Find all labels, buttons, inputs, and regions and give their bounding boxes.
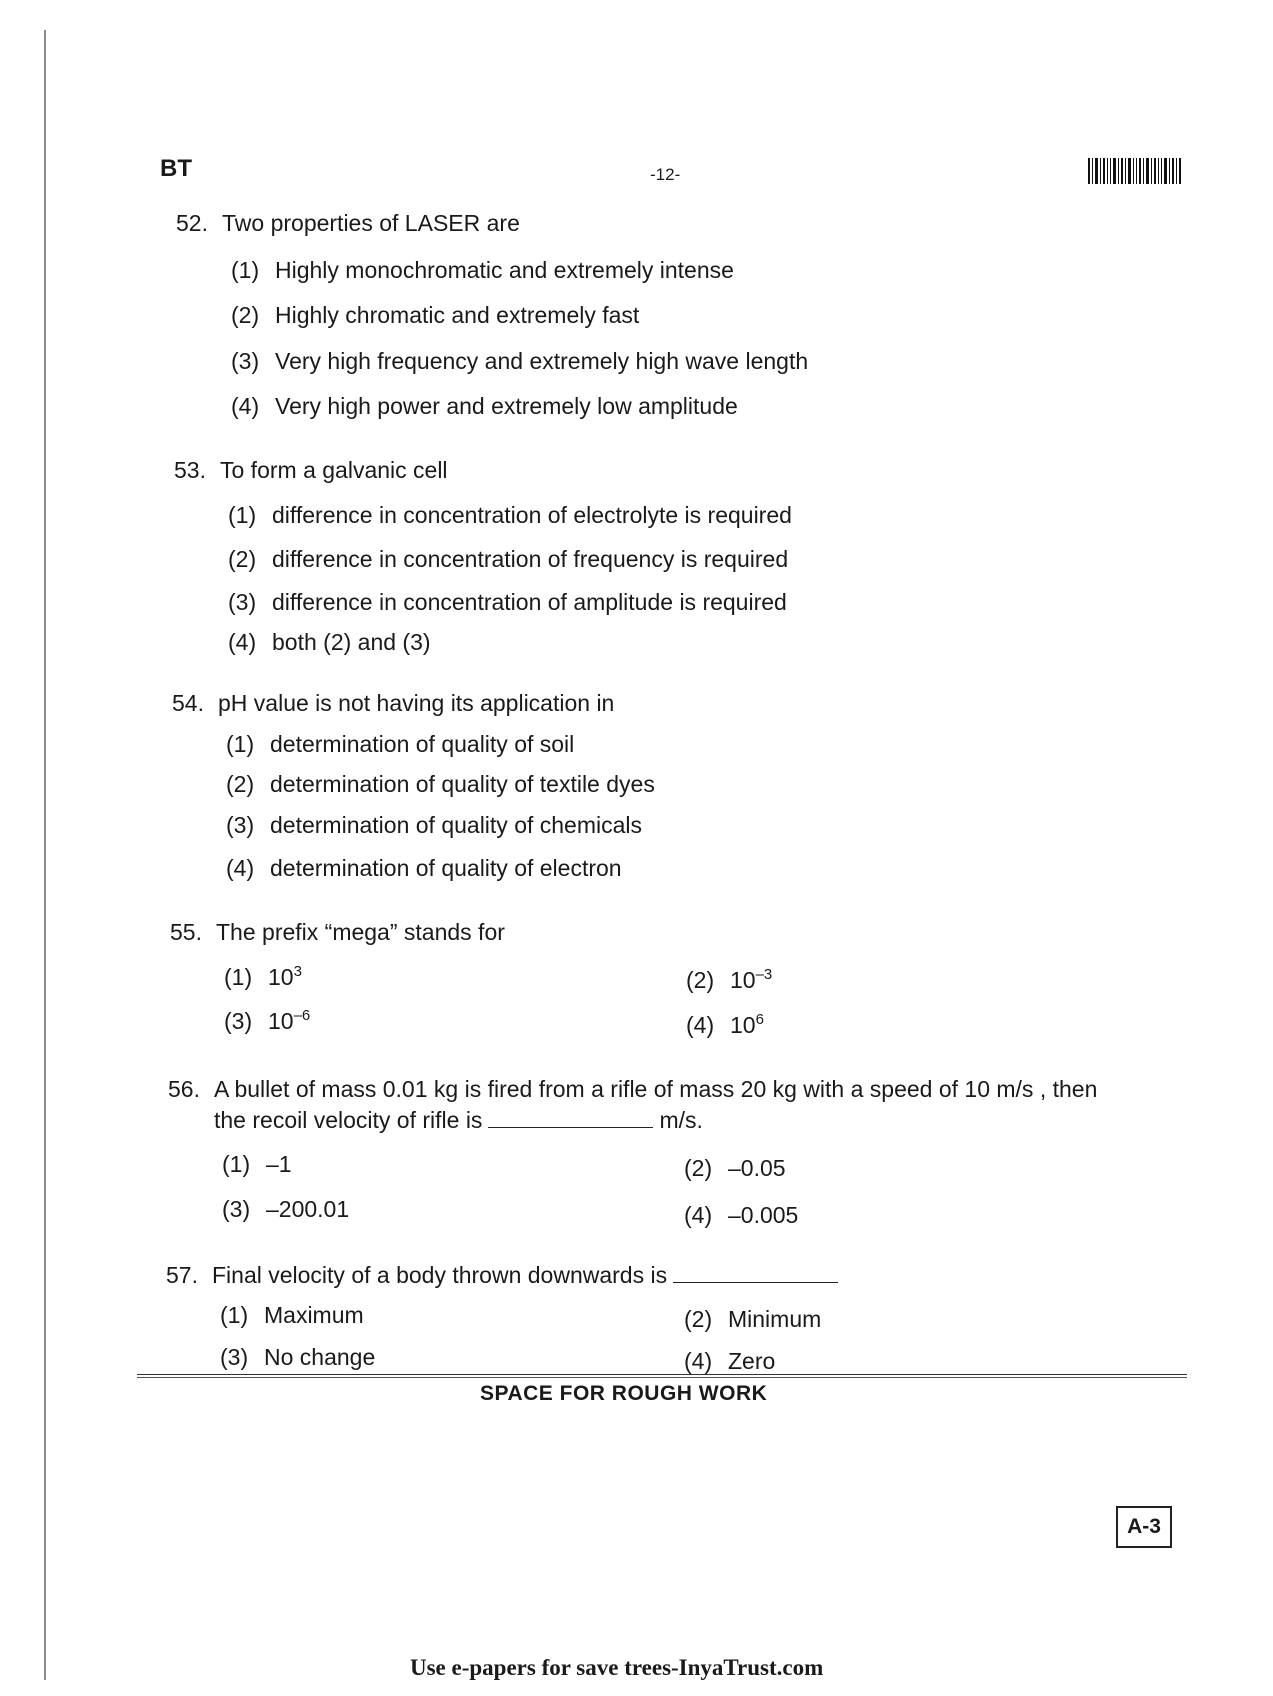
- option-52-2: (2) Highly chromatic and extremely fast: [231, 302, 640, 328]
- question-54: 54. pH value is not having its application in: [172, 690, 615, 716]
- option-56-3: (3) –200.01: [222, 1196, 350, 1222]
- footer-text: Use e-papers for save trees-InyaTrust.com: [410, 1655, 824, 1680]
- option-52-3: (3) Very high frequency and extremely high wave length: [231, 348, 809, 374]
- question-text: To form a galvanic cell: [220, 457, 448, 483]
- option-56-2: (2) –0.05: [684, 1155, 786, 1181]
- rough-work-divider: [137, 1374, 1187, 1375]
- option-54-2: (2) determination of quality of textile dyes: [226, 771, 655, 797]
- option-53-2: (2) difference in concentration of frequency is required: [228, 546, 789, 572]
- question-text: pH value is not having its application in: [218, 690, 615, 716]
- question-57: 57. Final velocity of a body thrown downwards is: [166, 1260, 844, 1290]
- option-56-1: (1) –1: [222, 1151, 292, 1177]
- question-text: The prefix “mega” stands for: [216, 919, 505, 945]
- question-55: 55. The prefix “mega” stands for: [170, 919, 505, 945]
- page-number: -12-: [650, 165, 681, 184]
- option-55-3: (3) $10^{-6}$: [224, 1007, 311, 1034]
- question-52: 52. Two properties of LASER are: [176, 210, 520, 236]
- question-53: 53. To form a galvanic cell: [174, 457, 448, 483]
- option-54-3: (3) determination of quality of chemicals: [226, 812, 643, 838]
- series-badge: A-3: [1116, 1506, 1172, 1548]
- option-56-4: (4) –0.005: [684, 1202, 799, 1228]
- option-57-4: (4) Zero: [684, 1348, 776, 1374]
- booklet-code: BT: [160, 155, 192, 182]
- option-55-2: (2) $10^{-3}$: [686, 966, 773, 993]
- option-54-4: (4) determination of quality of electron: [226, 855, 622, 881]
- option-53-3: (3) difference in concentration of amplitude is required: [228, 589, 787, 615]
- option-52-4: (4) Very high power and extremely low amplitude: [231, 393, 738, 419]
- question-56: 56. A bullet of mass 0.01 kg is fired from a rifle of mass 20 kg with a speed of 10 m/s , then: [168, 1076, 1098, 1102]
- option-57-3: (3) No change: [220, 1344, 376, 1370]
- option-57-1: (1) Maximum: [220, 1302, 364, 1328]
- page-edge-rule: [44, 30, 46, 1680]
- option-53-4: (4) both (2) and (3): [228, 629, 431, 655]
- option-57-2: (2) Minimum: [684, 1306, 822, 1332]
- option-55-4: (4) $10^6$: [686, 1011, 764, 1038]
- rough-work-label: SPACE FOR ROUGH WORK: [480, 1382, 768, 1405]
- rough-work-divider-2: [137, 1377, 1187, 1378]
- question-text-line1: A bullet of mass 0.01 kg is fired from a rifle of mass 20 kg with a speed of 10 m/s , then: [214, 1076, 1098, 1102]
- answer-blank: [673, 1262, 838, 1283]
- option-54-1: (1) determination of quality of soil: [226, 731, 575, 757]
- question-56-line2: the recoil velocity of rifle is m/s.: [214, 1107, 703, 1133]
- answer-blank: [488, 1107, 653, 1128]
- option-53-1: (1) difference in concentration of electrolyte is required: [228, 502, 792, 528]
- question-text: Final velocity of a body thrown downwards is: [212, 1262, 668, 1288]
- option-55-1: (1) $10^3$: [224, 963, 302, 990]
- option-52-1: (1) Highly monochromatic and extremely intense: [231, 257, 734, 283]
- barcode-image: [1088, 158, 1184, 184]
- question-text: Two properties of LASER are: [222, 210, 520, 236]
